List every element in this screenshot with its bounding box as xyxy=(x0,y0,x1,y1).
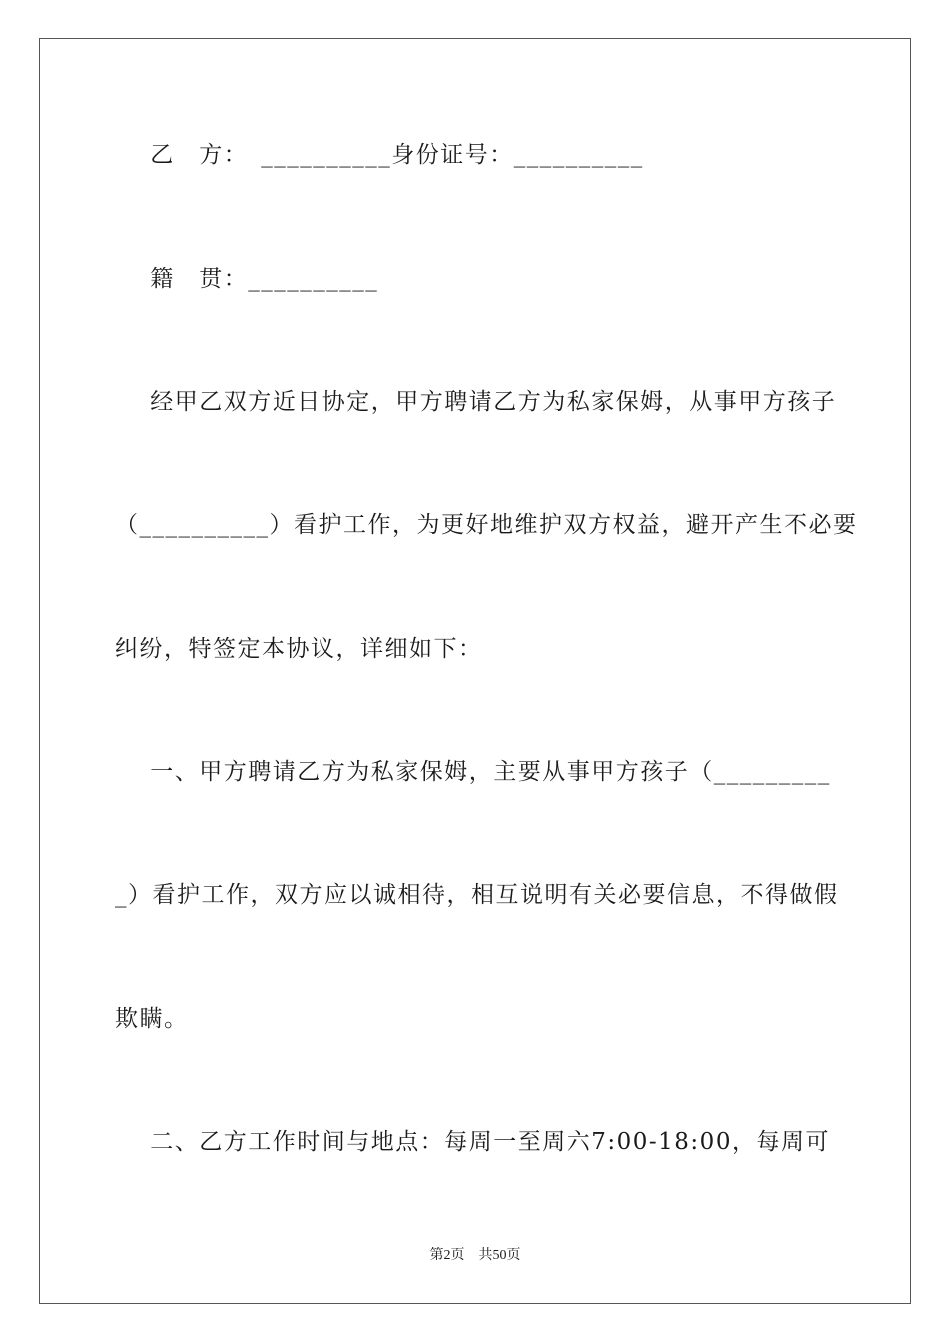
text-line-clause-2: 二、乙方工作时间与地点：每周一至周六7:00-18:00，每周可 xyxy=(115,1129,830,1155)
text-line-clause-1a: 一、甲方聘请乙方为私家保姆，主要从事甲方孩子（_________ xyxy=(115,759,831,785)
page-border xyxy=(39,38,911,1304)
text-line-intro-1: 经甲乙双方近日协定，甲方聘请乙方为私家保姆，从事甲方孩子 xyxy=(115,389,837,415)
text-line-clause-1b: _）看护工作，双方应以诚相待，相互说明有关必要信息，不得做假 xyxy=(115,882,839,908)
text-line-intro-3: 纠纷，特签定本协议，详细如下： xyxy=(115,636,483,662)
text-line-intro-2: （__________）看护工作，为更好地维护双方权益，避开产生不必要 xyxy=(115,512,858,538)
page-number-footer: 第2页 共50页 xyxy=(429,1248,521,1263)
text-line-party-b: 乙 方： __________身份证号：__________ xyxy=(115,142,644,168)
text-line-hometown: 籍 贯：__________ xyxy=(115,266,379,292)
text-line-clause-1c: 欺瞒。 xyxy=(115,1006,189,1032)
